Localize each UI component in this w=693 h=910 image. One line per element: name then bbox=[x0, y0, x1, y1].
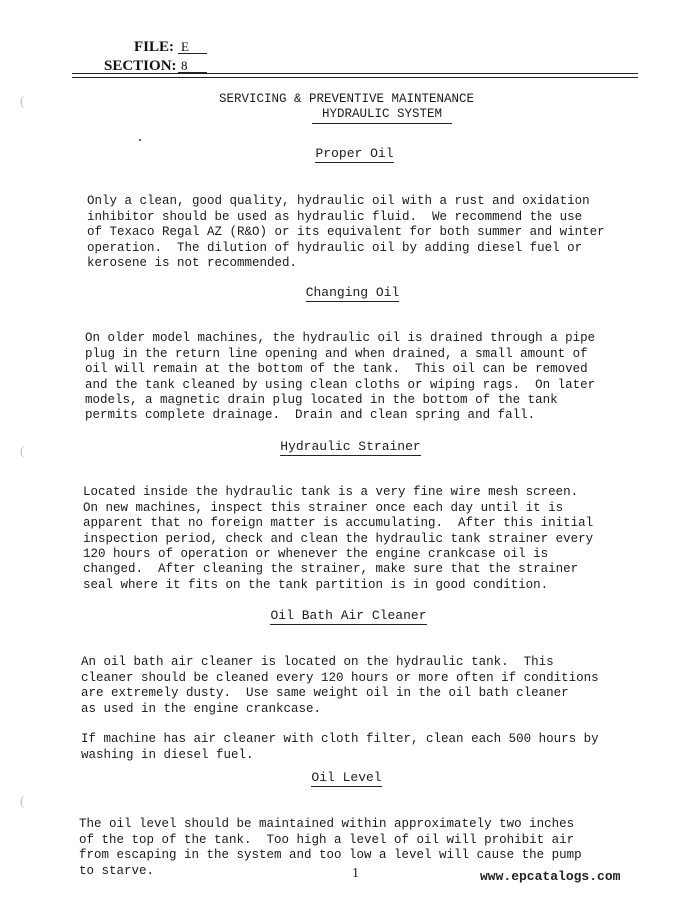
text-line: Located inside the hydraulic tank is a very fine wire mesh screen. bbox=[83, 485, 579, 500]
section-heading bbox=[0, 770, 693, 785]
text-line: apparent that no foreign matter is accumulating. After this initial bbox=[83, 516, 594, 531]
section-paragraph bbox=[83, 470, 593, 624]
heading-text: Oil Level bbox=[311, 770, 382, 785]
section-paragraph bbox=[79, 802, 582, 910]
text-line: of Texaco Regal AZ (R&O) or its equivalent for both summer and winter bbox=[87, 225, 605, 240]
file-section-header bbox=[104, 38, 207, 76]
text-line: operation. The dilution of hydraulic oil by adding diesel fuel or bbox=[87, 240, 583, 255]
section-heading bbox=[6, 285, 693, 300]
section-paragraph bbox=[85, 316, 595, 455]
text-line: inspection period, check and clean the hydraulic tank strainer every bbox=[83, 531, 594, 546]
section-heading bbox=[2, 608, 693, 623]
section-paragraph bbox=[87, 179, 605, 302]
text-line: seal where it fits on the tank partition is in good condition. bbox=[83, 577, 549, 592]
title-line-2: HYDRAULIC SYSTEM bbox=[312, 107, 452, 124]
text-line: plug in the return line opening and when drained, a small amount of bbox=[85, 346, 588, 361]
text-line: On new machines, inspect this strainer once each day until it is bbox=[83, 500, 564, 515]
text-line: inhibitor should be used as hydraulic fluid. We recommend the use bbox=[87, 209, 583, 224]
heading-text: Proper Oil bbox=[315, 146, 394, 161]
text-line: cleaner should be cleaned every 120 hours or more often if conditions bbox=[81, 670, 599, 685]
file-label: FILE: bbox=[133, 39, 174, 55]
binding-hole-mark: ( bbox=[20, 443, 25, 458]
section-heading bbox=[8, 146, 693, 161]
text-line: kerosene is not recommended. bbox=[87, 256, 298, 271]
heading-text: Hydraulic Strainer bbox=[280, 439, 421, 454]
text-line: from escaping in the system and too low a level will cause the pump bbox=[79, 848, 582, 863]
section-heading bbox=[4, 439, 693, 454]
binding-hole-mark: ( bbox=[20, 93, 25, 108]
title-line-1: SERVICING & PREVENTIVE MAINTENANCE bbox=[218, 92, 475, 106]
binding-hole-mark: ( bbox=[20, 793, 25, 808]
text-line: oil will remain at the bottom of the tank. This oil can be removed bbox=[85, 362, 588, 377]
text-line: permits complete drainage. Drain and clean spring and fall. bbox=[85, 408, 536, 423]
heading-text: Oil Bath Air Cleaner bbox=[270, 608, 427, 623]
text-line: of the top of the tank. Too high a level of oil will prohibit air bbox=[79, 832, 575, 847]
header-rule-bottom bbox=[72, 77, 638, 78]
page-number: 1 bbox=[352, 866, 359, 881]
text-line: changed. After cleaning the strainer, make sure that the strainer bbox=[83, 562, 579, 577]
text-line: If machine has air cleaner with cloth filter, clean each 500 hours by bbox=[81, 732, 599, 747]
text-line: 120 hours of operation or whenever the engine crankcase oil is bbox=[83, 547, 549, 562]
text-line: An oil bath air cleaner is located on the hydraulic tank. This bbox=[81, 655, 554, 670]
document-title bbox=[0, 92, 693, 124]
text-line: The oil level should be maintained within approximately two inches bbox=[79, 817, 575, 832]
text-line: models, a magnetic drain plug located in the bottom of the tank bbox=[85, 393, 558, 408]
header-rule-top bbox=[72, 73, 638, 74]
scan-speck bbox=[139, 139, 141, 141]
section-value: 8 bbox=[178, 59, 207, 73]
text-line: and the tank cleaned by using clean cloths or wiping rags. On later bbox=[85, 377, 596, 392]
text-line: as used in the engine crankcase. bbox=[81, 701, 322, 716]
text-line: Only a clean, good quality, hydraulic oil with a rust and oxidation bbox=[87, 194, 590, 209]
file-row bbox=[104, 38, 207, 57]
text-line: to starve. bbox=[79, 863, 155, 878]
section-label: SECTION: bbox=[104, 58, 177, 74]
heading-text: Changing Oil bbox=[305, 285, 400, 300]
text-line: are extremely dusty. Use same weight oil in the oil bath cleaner bbox=[81, 686, 569, 701]
file-value: E bbox=[178, 40, 207, 54]
text-line: On older model machines, the hydraulic oil is drained through a pipe bbox=[85, 331, 596, 346]
site-watermark: www.epcatalogs.com bbox=[480, 869, 621, 884]
text-line: washing in diesel fuel. bbox=[81, 747, 254, 762]
